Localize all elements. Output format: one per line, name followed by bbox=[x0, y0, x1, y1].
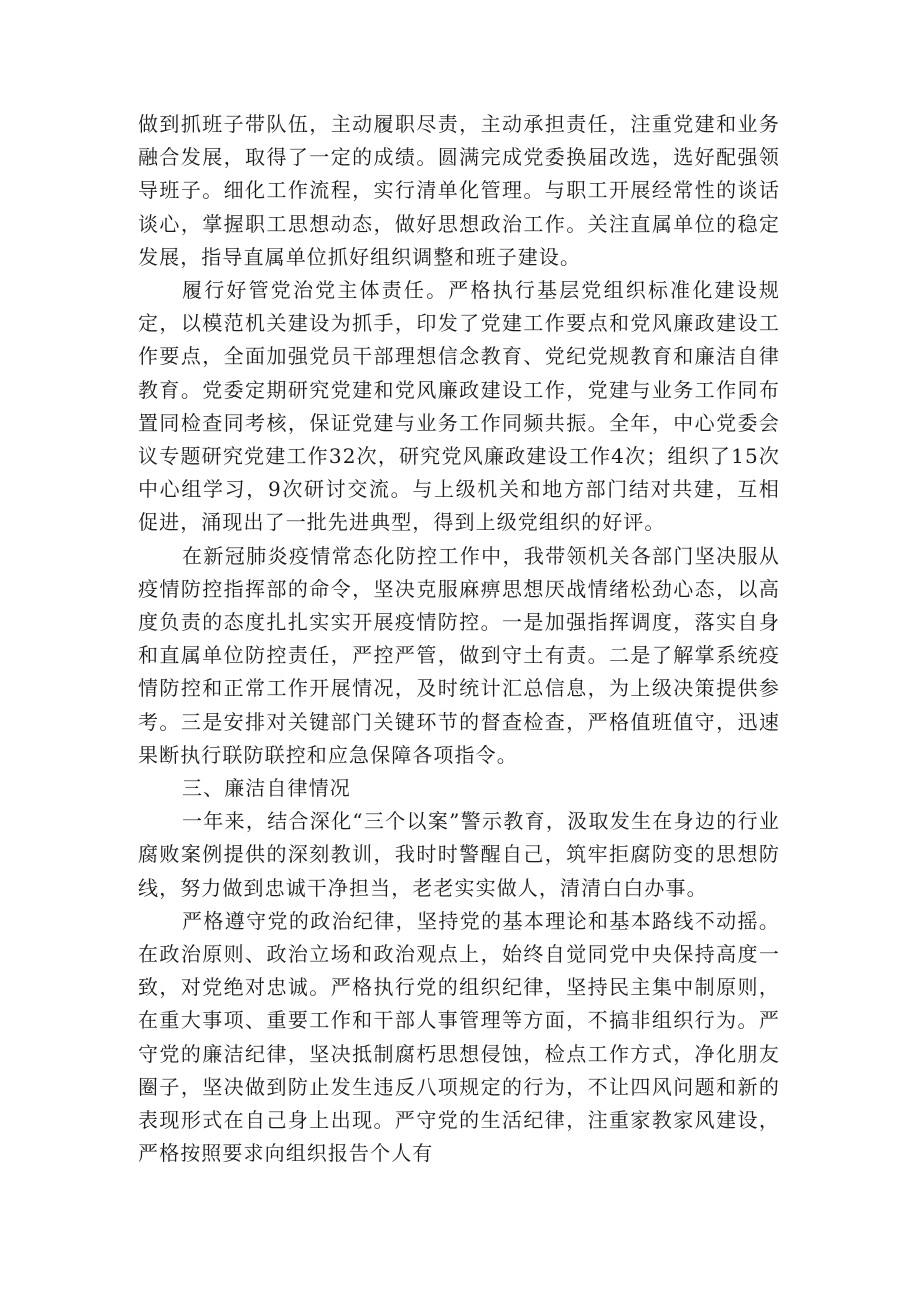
document-body bbox=[138, 108, 780, 1171]
paragraph: 一年来，结合深化“三个以案”警示教育，汲取发生在身边的行业腐败案例提供的深刻教训，我时时警醒自己，筑牢拒腐防变的思想防线，努力做到忠诚干净担当，老老实实做人，清清白白办事。 bbox=[138, 809, 780, 900]
paragraph: 做到抓班子带队伍，主动履职尽责，主动承担责任，注重党建和业务融合发展，取得了一定的成绩。圆满完成党委换届改选，选好配强领导班子。细化工作流程，实行清单化管理。与职工开展经常性的谈话谈心，掌握职工思想动态，做好思想政治工作。关注直属单位的稳定发展，指导直属单位抓好组织调整和班子建设。 bbox=[138, 112, 780, 269]
paragraph: 严格遵守党的政治纪律，坚持党的基本理论和基本路线不动摇。在政治原则、政治立场和政治观点上，始终自觉同党中央保持高度一致，对党绝对忠诚。严格执行党的组织纪律，坚持民主集中制原则，在重大事项、重要工作和干部人事管理等方面，不搞非组织行为。严守党的廉洁纪律，坚决抵制腐朽思想侵蚀，检点工作方式，净化朋友圈子，坚决做到防止发生违反八项规定的行为，不让四风问题和新的表现形式在自己身上出现。严守党的生活纪律，注重家教家风建设，严格按照要求向组织报告个人有 bbox=[138, 908, 780, 1166]
paragraph: 履行好管党治党主体责任。严格执行基层党组织标准化建设规定，以模范机关建设为抓手，印发了党建工作要点和党风廉政建设工作要点，全面加强党员干部理想信念教育、党纪党规教育和廉洁自律教育。党委定期研究党建和党风廉政建设工作，党建与业务工作同布置同检查同考核，保证党建与业务工作同频共振。全年，中心党委会议专题研究党建工作32次，研究党风廉政建设工作4次；组织了15次中心组学习，9次研讨交流。与上级机关和地方部门结对共建，互相促进，涌现出了一批先进典型，得到上级党组织的好评。 bbox=[138, 278, 780, 535]
section-heading: 三、廉洁自律情况 bbox=[182, 776, 351, 801]
paragraph: 在新冠肺炎疫情常态化防控工作中，我带领机关各部门坚决服从疫情防控指挥部的命令，坚决克服麻痹思想厌战情绪松劲心态，以高度负责的态度扎扎实实开展疫情防控。一是加强指挥调度，落实自身和直属单位防控责任，严控严管，做到守土有责。二是了解掌系统疫情防控和正常工作开展情况，及时统计汇总信息，为上级决策提供参考。三是安排对关键部门关键环节的督查检查，严格值班值守，迅速果断执行联防联控和应急保障各项指令。 bbox=[138, 543, 780, 767]
